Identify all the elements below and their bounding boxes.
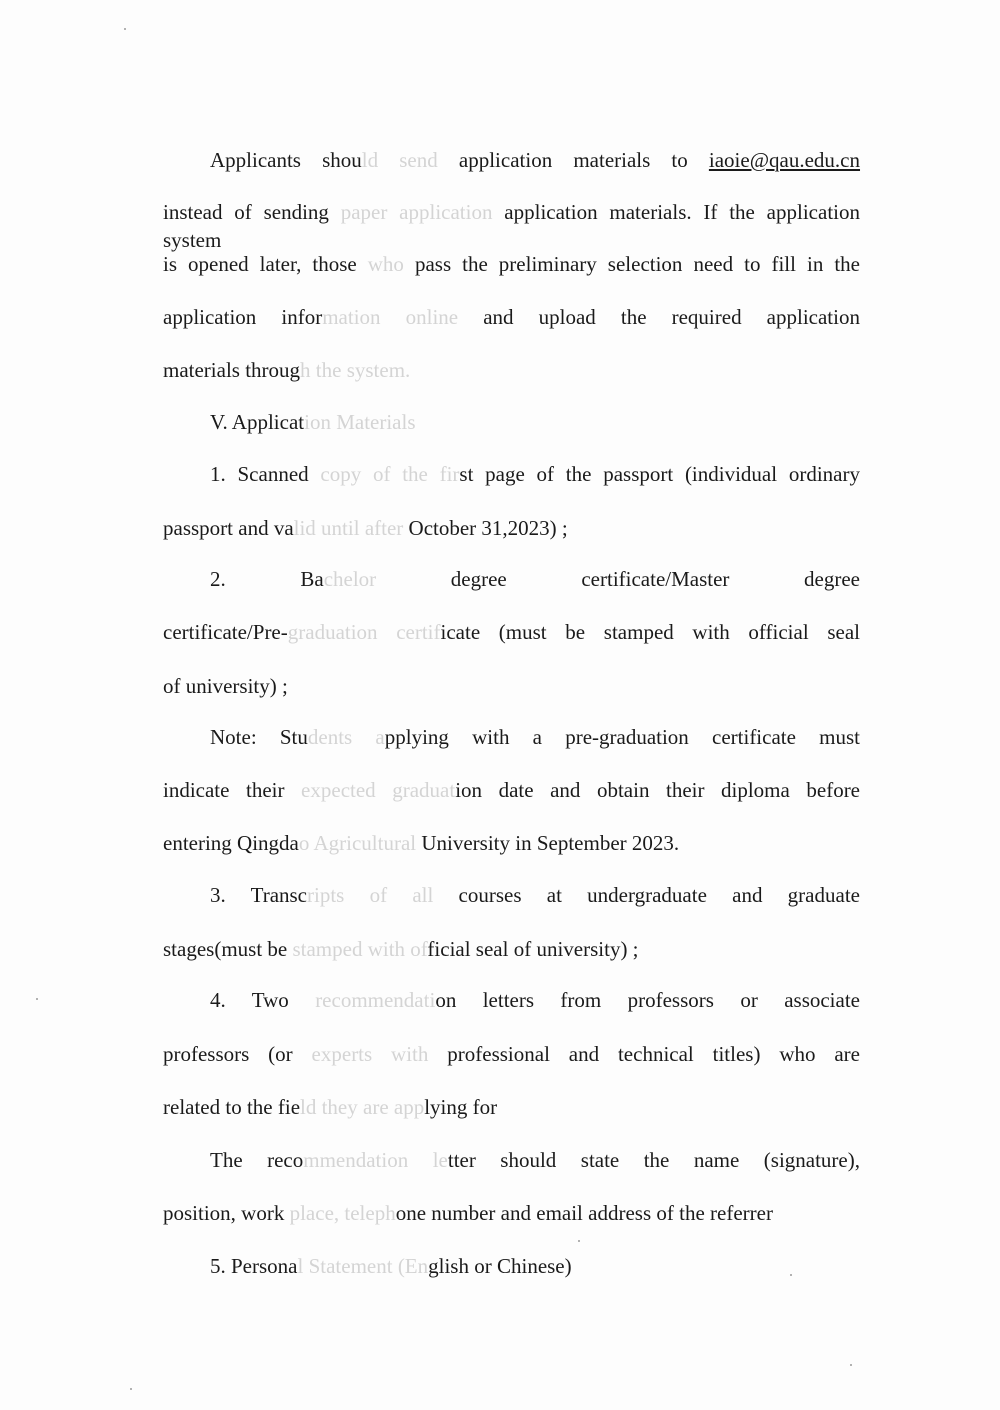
text-fragment: pplying with a pre-graduation certificate must [384,725,860,749]
list-item-line [163,514,568,542]
list-item-line [163,618,860,646]
paragraph-line [163,250,860,278]
faded-text-fragment: who [367,252,404,276]
text-fragment: position, work [163,1201,290,1225]
scan-speck [124,28,126,30]
note-line [210,723,860,751]
text-fragment: passport and va [163,516,294,540]
list-item-line [163,935,639,963]
text-fragment: 3. Transc [210,883,308,907]
text-fragment: ion date and obtain their diploma before [455,778,861,802]
paragraph-line [210,1146,860,1174]
text-fragment: materials throug [163,358,301,382]
faded-text-fragment: l Statement (En [297,1254,429,1278]
text-fragment: glish or Chinese) [428,1254,572,1278]
faded-text-fragment: paper application [340,200,493,224]
faded-text-fragment: recommendati [315,988,436,1012]
text-fragment: one number and email address of the referrer [395,1201,773,1225]
text-fragment: 4. Two [210,988,316,1012]
faded-text-fragment: ld they are app [300,1095,425,1119]
faded-text-fragment: chelor [323,567,377,591]
text-fragment: degree certificate/Master degree [376,567,860,591]
text-fragment: pass the preliminary selection need to fill in the [403,252,860,276]
text-fragment: instead of sending [163,200,341,224]
faded-text-fragment: o Agricultural [298,831,417,855]
paragraph-line [210,146,860,174]
text-fragment: tter should state the name (signature), [447,1148,860,1172]
scan-speck [36,998,38,1000]
faded-text-fragment: copy of the fir [320,462,460,486]
faded-text-fragment: mation online [322,305,459,329]
text-fragment: October 31,2023) ; [403,516,568,540]
text-fragment: professional and technical titles) who are [428,1042,860,1066]
text-fragment: stages(must be [163,937,293,961]
text-fragment: application infor [163,305,323,329]
list-item-line [210,1252,572,1280]
faded-text-fragment: stamped with of [292,937,428,961]
faded-text-fragment: experts with [311,1042,429,1066]
list-item-line [210,986,860,1014]
faded-text-fragment: graduation certif [287,620,441,644]
text-fragment: certificate/Pre- [163,620,288,644]
list-item-line [163,1040,860,1068]
text-fragment: of university) ; [163,674,288,698]
faded-text-fragment: expected graduat [301,778,456,802]
faded-text-fragment: ld send [361,148,438,172]
text-fragment: 5. Persona [210,1254,298,1278]
faded-text-fragment: lid until after [293,516,404,540]
email-link[interactable]: iaoie@qau.edu.cn [708,148,861,172]
paragraph-line [163,356,410,384]
paragraph-line [163,1199,773,1227]
text-fragment: application materials to [437,148,709,172]
section-heading [210,408,416,436]
list-item-line [163,1093,497,1121]
text-fragment: indicate their [163,778,302,802]
text-fragment: courses at undergraduate and graduate [433,883,860,907]
faded-text-fragment: ripts of all [307,883,434,907]
faded-text-fragment: place, teleph [289,1201,396,1225]
scan-speck [790,1274,792,1276]
text-fragment: related to the fie [163,1095,301,1119]
text-fragment: 2. Ba [210,567,324,591]
text-fragment: 1. Scanned [210,462,321,486]
text-fragment: Applicants shou [210,148,362,172]
paragraph-line [163,198,860,252]
text-fragment: Note: Stu [210,725,308,749]
text-fragment: is opened later, those [163,252,368,276]
text-fragment: V. Applicat [210,410,305,434]
text-fragment: ficial seal of university) ; [427,937,639,961]
text-fragment: on letters from professors or associate [435,988,860,1012]
text-fragment: professors (or [163,1042,312,1066]
paragraph-line [163,303,860,331]
note-line [163,829,679,857]
text-fragment: lying for [424,1095,498,1119]
list-item-line [210,460,860,488]
faded-text-fragment: dents a [307,725,385,749]
faded-text-fragment: mmendation le [303,1148,448,1172]
faded-text-fragment: ion Materials [304,410,416,434]
list-item-line [163,672,288,700]
text-fragment: and upload the required application [458,305,860,329]
text-fragment: entering Qingda [163,831,299,855]
note-line [163,776,860,804]
list-item-line [210,881,860,909]
list-item-line [210,565,860,593]
scan-speck [130,1388,132,1390]
text-fragment: icate (must be stamped with official seal [440,620,860,644]
scan-speck [850,1364,852,1366]
text-fragment: st page of the passport (individual ordinary [459,462,860,486]
text-fragment: The reco [210,1148,304,1172]
scan-speck [578,1240,580,1242]
text-fragment: University in September 2023. [416,831,680,855]
faded-text-fragment: h the system. [300,358,411,382]
text-fragment: application materials. If the application system [163,200,860,252]
